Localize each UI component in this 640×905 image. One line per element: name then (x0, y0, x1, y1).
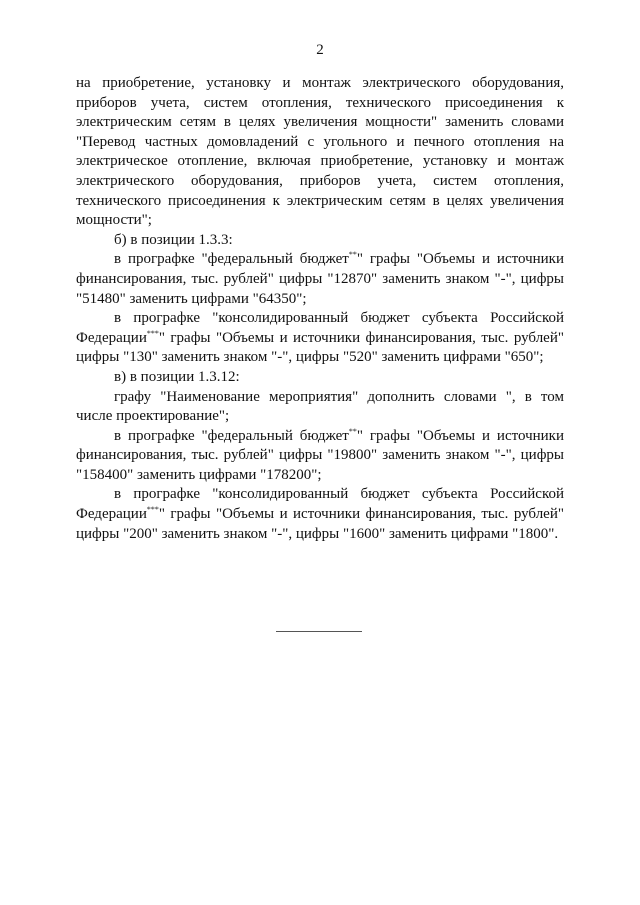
paragraph-federal-budget-1-3-3 (76, 250, 564, 309)
footnote-marker: *** (146, 328, 159, 338)
paragraph-federal-budget-1-3-12 (76, 427, 564, 486)
footnote-marker: *** (146, 505, 159, 515)
paragraph-name-column: графу "Наименование мероприятия" дополнить словами ", в том числе проектирование"; (76, 388, 564, 425)
paragraph-position-1-3-3: б) в позиции 1.3.3: (114, 231, 233, 248)
paragraph-text: " графы "Объемы и источники финансирования, тыс. рублей" цифры "19800" заменить знаком "-", цифры "158400" заменить цифрами "178200"; (76, 427, 564, 483)
paragraph-consolidated-budget-1-3-12 (76, 485, 564, 544)
paragraph-text: " графы "Объемы и источники финансирования, тыс. рублей" цифры "200" заменить знаком "-", цифры "1600" заменить цифрами "1800". (76, 506, 564, 542)
footnote-marker: ** (348, 426, 357, 436)
paragraph-text: в прографке "консолидированный бюджет субъекта Российской Федерации (76, 486, 564, 523)
paragraph-continuation: на приобретение, установку и монтаж электрического оборудования, приборов учета, систем отопления, технического присоединения к электрическим сетям в целях увеличения мощности" заменить словами "Перевод частных домовладений с угольного и печного отопления на электрическое отопление, включая приобретение, установку и монтаж электрического оборудования, приборов учета, систем отопления, технического присоединения к электрическим сетям в целях увеличения мощности"; (76, 75, 564, 229)
paragraph-text: " графы "Объемы и источники финансирования, тыс. рублей" цифры "130" заменить знаком "-", цифры "520" заменить цифрами "650"; (76, 329, 564, 366)
end-divider (276, 631, 362, 632)
footnote-marker: ** (348, 250, 357, 260)
paragraph-position-1-3-12: в) в позиции 1.3.12: (114, 368, 240, 385)
paragraph-text: в прографке "федеральный бюджет (114, 251, 349, 268)
document-body (76, 74, 564, 544)
paragraph-text: в прографке "консолидированный бюджет субъекта Российской Федерации (76, 310, 564, 346)
paragraph-text: " графы "Объемы и источники финансирования, тыс. рублей" цифры "12870" заменить знаком "-", цифры "51480" заменить цифрами "64350"; (76, 251, 564, 307)
paragraph-text: в прографке "федеральный бюджет (114, 427, 349, 444)
paragraph-consolidated-budget-1-3-3 (76, 309, 564, 368)
page-number: 2 (316, 42, 324, 58)
